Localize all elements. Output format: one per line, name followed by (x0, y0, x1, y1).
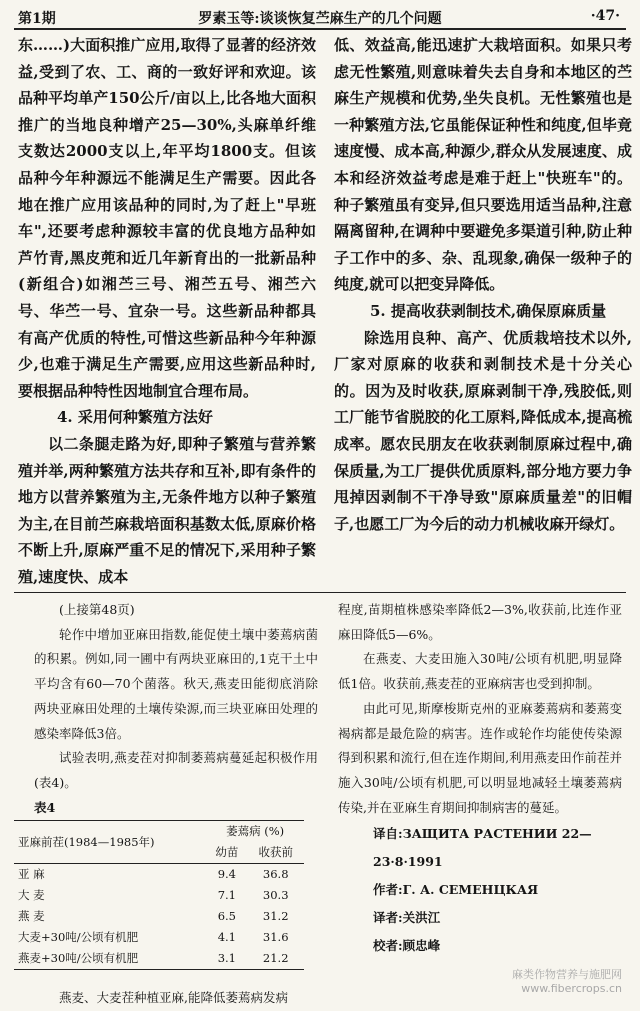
page-header (14, 6, 626, 30)
section-heading-5: 5. 提高收获剥制技术,确保原麻质量 (370, 301, 607, 320)
paragraph: 试验表明,燕麦茬对抑制萎蔫病蔓延起积极作用(表4)。 (34, 750, 318, 790)
table-row (14, 864, 304, 886)
table-cell-seedling: 3.1 (217, 951, 236, 966)
paragraph: 由此可见,斯摩梭斯克州的亚麻萎蔫病和萎蔫变褐病都是最危险的病害。连作或轮作均能使传染源得到积累和流行,但在连作期间,利用燕麦田作前茬并施入30吨/公顷有机肥,可以明显地减轻土壤萎蔫病传染,并在亚麻生育期间抑制病害的蔓延。 (338, 700, 622, 815)
table-row (14, 906, 304, 927)
table-cell-crop: 燕麦+30吨/公顷有机肥 (18, 951, 139, 966)
table-cell-crop: 大麦+30吨/公顷有机肥 (18, 930, 139, 945)
paragraph: 燕麦、大麦茬种植亚麻,能降低萎蔫病发病 (59, 990, 288, 1006)
watermark-url: www.fibercrops.cn (521, 982, 622, 995)
paragraph: 东……)大面积推广应用,取得了显著的经济效益,受到了农、工、商的一致好评和欢迎。该品种平均单产150公斤/亩以上,比各地大面积推广的当地良种增产25—30%,头麻单纤维支数达2000支以上,年平均1800支。但该品种今年种源远不能满足生产需要。因此各地在推广应用该品种的同时,为了赶上"早班车",还要考虑种源较丰富的优良地方品种如芦竹青,黑皮蔸和近几年新育出的一批新品种(新组合)如湘苎三号、湘苎五号、湘苎六号、华苎一号、宜杂一号。这些新品种都具有高产优质的特性,可惜这些新品种今年种源少,也难于满足生产需要,应用这些新品种时,要根据品种特性因地制宜合理布局。 (18, 36, 316, 400)
lower-left-column (18, 598, 318, 1011)
table-cell-harvest: 21.2 (262, 951, 289, 966)
proofreader-line: 校者:顾忠峰 (373, 938, 441, 954)
paragraph: 轮作中增加亚麻田指数,能促使土壤中萎蔫病菌的积累。例如,同一圃中有两块亚麻田的,1克干土中平均含有60—70个菌落。秋天,燕麦田能彻底消除两块亚麻田处理的土壤传染源,而三块亚麻田处理的感染率降低3倍。 (34, 626, 318, 741)
site-watermark (512, 968, 622, 996)
continued-note: (上接第48页) (59, 602, 135, 617)
table-row (14, 948, 304, 970)
table-cell-crop: 大 麦 (18, 888, 45, 903)
lower-right-column (338, 598, 622, 960)
table-header-seedling: 幼苗 (215, 845, 239, 860)
table-header-group: 萎蔫病 (%) (226, 824, 285, 839)
table-row (14, 885, 304, 906)
paragraph: 程度,苗期植株感染率降低2—3%,收获前,比连作亚麻田降低5—6%。 (338, 602, 622, 642)
table-cell-seedling: 7.1 (217, 888, 236, 903)
page-number: ·47· (590, 8, 620, 24)
watermark-name: 麻类作物营养与施肥网 (512, 968, 622, 981)
table-cell-crop: 燕 麦 (18, 909, 45, 924)
table-header-harvest: 收获前 (258, 845, 293, 860)
upper-left-column (18, 32, 316, 590)
upper-right-column (334, 32, 632, 537)
paragraph: 在燕麦、大麦田施入30吨/公顷有机肥,明显降低1倍。收获前,燕麦茬的亚麻病害也受到抑制。 (338, 651, 622, 692)
table-cell-seedling: 9.4 (217, 867, 236, 882)
table-cell-harvest: 30.3 (262, 888, 289, 903)
running-title: 罗素玉等:谈谈恢复苎麻生产的几个问题 (198, 11, 442, 27)
section-heading-4: 4. 采用何种繁殖方法好 (57, 408, 213, 427)
author-line: 作者:Г. А. СЕМЕНЦКАЯ (373, 882, 539, 898)
section-divider (14, 592, 626, 593)
translator-line: 译者:关洪江 (373, 910, 441, 926)
paragraph: 除选用良种、高产、优质栽培技术以外,厂家对原麻的收获和剥制技术是十分关心的。因为及时收获,原麻剥制干净,残胶低,则工厂能节省脱胶的化工原料,降低成本,提高梳成率。愿农民朋友在收获剥制原麻过程中,确保质量,为工厂提供优质原料,部分地方要力争甩掉因剥制不干净导致"原麻质量差"的旧帽子,也愿工厂为今后的动力机械收麻开绿灯。 (334, 328, 632, 533)
table-cell-seedling: 4.1 (217, 930, 236, 945)
table-cell-harvest: 36.8 (262, 867, 289, 882)
paragraph: 低、效益高,能迅速扩大栽培面积。如果只考虑无性繁殖,则意味着失去自身和本地区的苎麻生产规模和优势,坐失良机。无性繁殖也是一种繁殖方法,它虽能保证种性和纯度,但毕竟速度慢、成本高,种源少,群众从发展速度、成本和经济效益考虑是难于赶上"快班车"的。种子繁殖虽有变异,但只要选用适当品种,注意隔离留种,在调种中要避免多渠道引种,防止种子工作中的多、杂、乱现象,确保一级种子的纯度,就可以把变异降低。 (334, 36, 632, 294)
data-table (14, 820, 304, 970)
table-header-crop: 亚麻前茬(1984—1985年) (18, 834, 155, 849)
paragraph: 以二条腿走路为好,即种子繁殖与营养繁殖并举,两种繁殖方法共存和互补,即有条件的地方以营养繁殖为主,无条件地方以种子繁殖为主,在目前苎麻栽培面积基数太低,原麻价格不断上升,原麻严重不足的情况下,采用种子繁殖,速度快、成本 (18, 434, 316, 586)
table-cell-harvest: 31.6 (262, 930, 289, 945)
table-row (14, 927, 304, 948)
table-cell-crop: 亚 麻 (18, 867, 45, 882)
table-title: 表4 (34, 799, 56, 815)
source-citation: 译自:ЗАЩИТА РАСТЕНИИ 22—23·8·1991 (373, 826, 592, 870)
table-cell-harvest: 31.2 (262, 909, 289, 924)
table-cell-seedling: 6.5 (217, 909, 236, 924)
issue-label: 第1期 (18, 11, 56, 27)
credits (338, 820, 622, 960)
